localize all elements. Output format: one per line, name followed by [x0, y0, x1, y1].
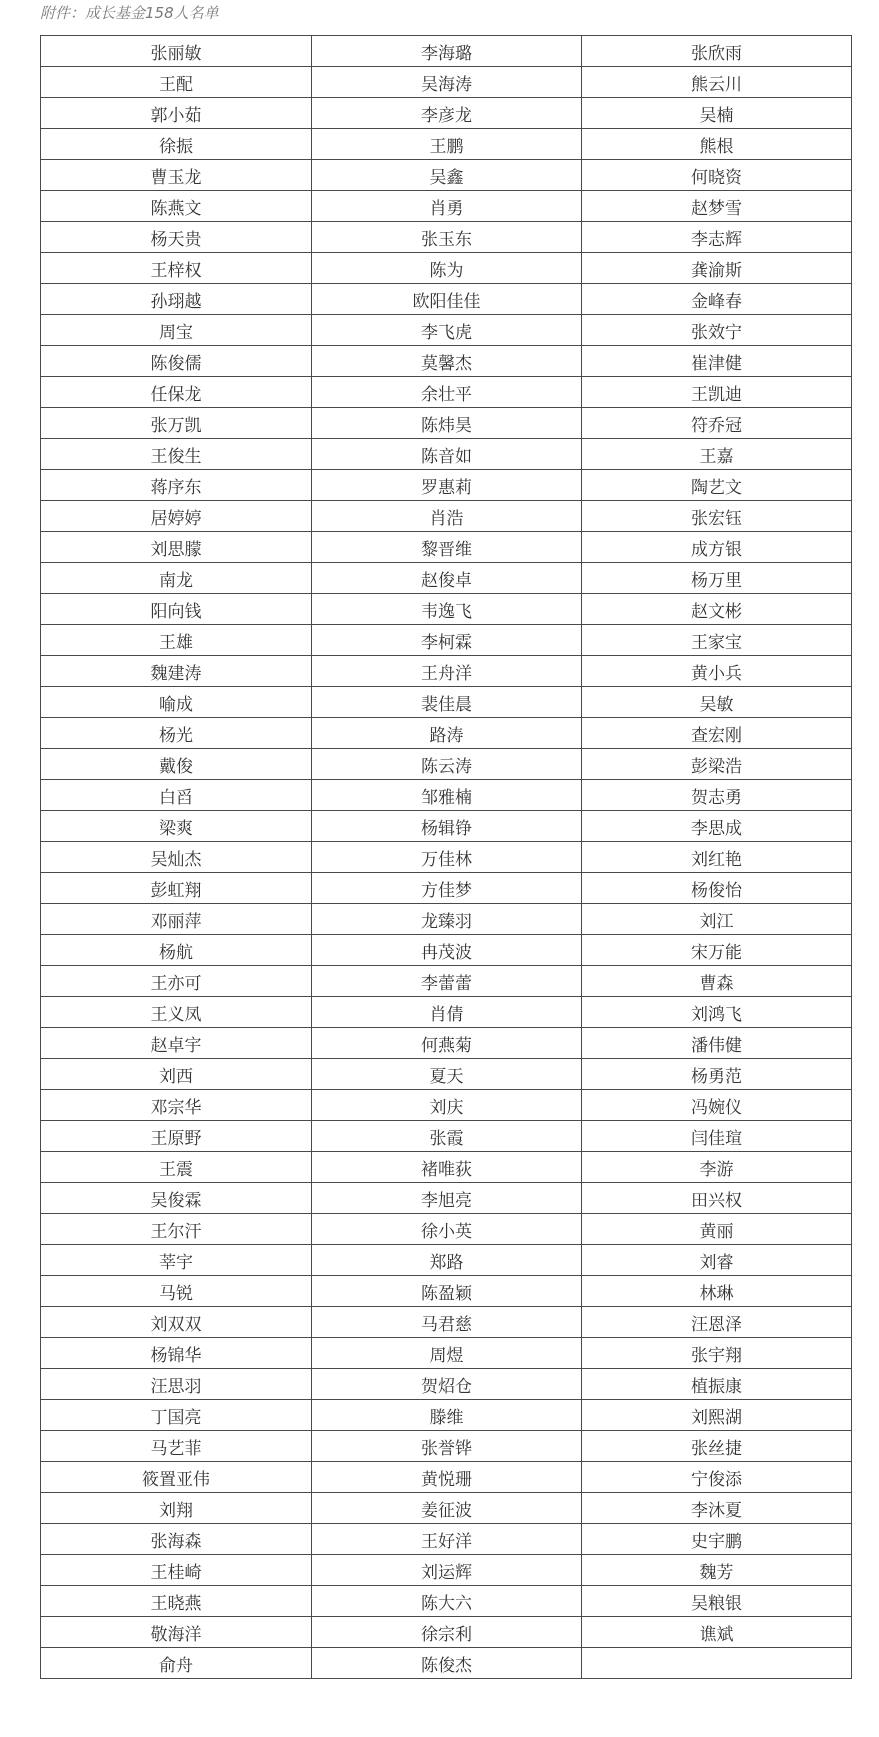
name-cell: 潘伟健: [582, 1028, 852, 1059]
name-cell: 王梓权: [41, 253, 312, 284]
name-cell: 郑路: [312, 1245, 582, 1276]
name-cell: 吴灿杰: [41, 842, 312, 873]
name-cell: 王雄: [41, 625, 312, 656]
name-cell: 冯婉仪: [582, 1090, 852, 1121]
name-cell: 李游: [582, 1152, 852, 1183]
name-cell: 张丝捷: [582, 1431, 852, 1462]
name-cell: 王家宝: [582, 625, 852, 656]
name-cell: 杨光: [41, 718, 312, 749]
table-row: [41, 873, 852, 904]
table-row: [41, 1276, 852, 1307]
table-row: [41, 501, 852, 532]
name-cell: 邓宗华: [41, 1090, 312, 1121]
name-cell: 王鹏: [312, 129, 582, 160]
name-cell: 张宇翔: [582, 1338, 852, 1369]
name-cell: 王桂崎: [41, 1555, 312, 1586]
name-cell: 阳向钱: [41, 594, 312, 625]
name-cell: 龙臻羽: [312, 904, 582, 935]
table-row: [41, 1059, 852, 1090]
name-cell: 余壮平: [312, 377, 582, 408]
name-cell: 王凯迪: [582, 377, 852, 408]
name-cell: 白舀: [41, 780, 312, 811]
name-cell: 崔津健: [582, 346, 852, 377]
name-cell: 吴海涛: [312, 67, 582, 98]
name-cell: 路涛: [312, 718, 582, 749]
table-row: [41, 563, 852, 594]
table-row: [41, 408, 852, 439]
name-cell: 赵卓宇: [41, 1028, 312, 1059]
name-cell: 吴敏: [582, 687, 852, 718]
table-row: [41, 997, 852, 1028]
table-row: [41, 1369, 852, 1400]
name-cell: 彭梁浩: [582, 749, 852, 780]
name-cell: 李海璐: [312, 36, 582, 67]
name-cell: 何晓资: [582, 160, 852, 191]
table-row: [41, 191, 852, 222]
name-cell: 刘睿: [582, 1245, 852, 1276]
table-row: [41, 98, 852, 129]
name-cell: 王震: [41, 1152, 312, 1183]
table-row: [41, 1214, 852, 1245]
name-cell: 方佳梦: [312, 873, 582, 904]
name-cell: 杨万里: [582, 563, 852, 594]
name-cell: 万佳林: [312, 842, 582, 873]
name-cell: 马锐: [41, 1276, 312, 1307]
name-cell: 杨天贵: [41, 222, 312, 253]
name-cell: 夏天: [312, 1059, 582, 1090]
name-cell: 周煜: [312, 1338, 582, 1369]
name-cell: 汪思羽: [41, 1369, 312, 1400]
name-cell: 曹森: [582, 966, 852, 997]
name-cell: 杨俊怡: [582, 873, 852, 904]
name-cell: 王嘉: [582, 439, 852, 470]
name-cell: 吴楠: [582, 98, 852, 129]
table-row: [41, 439, 852, 470]
name-cell: 熊根: [582, 129, 852, 160]
name-cell: 陈音如: [312, 439, 582, 470]
name-cell: 戴俊: [41, 749, 312, 780]
name-cell: 冉茂波: [312, 935, 582, 966]
table-row: [41, 532, 852, 563]
table-row: [41, 129, 852, 160]
name-cell: 徐振: [41, 129, 312, 160]
name-cell: 韦逸飞: [312, 594, 582, 625]
name-cell: 刘运辉: [312, 1555, 582, 1586]
name-cell: 黄悦珊: [312, 1462, 582, 1493]
name-cell: 张誉铧: [312, 1431, 582, 1462]
name-cell: 居婷婷: [41, 501, 312, 532]
table-row: [41, 1617, 852, 1648]
name-cell: 孙珝越: [41, 284, 312, 315]
name-cell: 赵俊卓: [312, 563, 582, 594]
name-cell: 查宏刚: [582, 718, 852, 749]
name-cell: 刘双双: [41, 1307, 312, 1338]
name-cell: 王原野: [41, 1121, 312, 1152]
name-cell: 张霞: [312, 1121, 582, 1152]
table-row: [41, 1338, 852, 1369]
table-row: [41, 718, 852, 749]
name-cell: 宋万能: [582, 935, 852, 966]
name-cell: 贺炤仓: [312, 1369, 582, 1400]
name-cell: 王俊生: [41, 439, 312, 470]
table-row: [41, 1245, 852, 1276]
table-row: [41, 966, 852, 997]
name-cell: 刘西: [41, 1059, 312, 1090]
name-cell: 肖倩: [312, 997, 582, 1028]
table-row: [41, 1152, 852, 1183]
name-cell: 丁国亮: [41, 1400, 312, 1431]
table-row: [41, 1555, 852, 1586]
table-row: [41, 160, 852, 191]
name-cell: 谯斌: [582, 1617, 852, 1648]
name-cell: 周宝: [41, 315, 312, 346]
table-row: [41, 377, 852, 408]
name-cell: 张海森: [41, 1524, 312, 1555]
table-row: [41, 656, 852, 687]
name-cell: 王舟洋: [312, 656, 582, 687]
name-cell: 陶艺文: [582, 470, 852, 501]
name-cell: 姜征波: [312, 1493, 582, 1524]
name-cell: 李蕾蕾: [312, 966, 582, 997]
name-cell: 王好洋: [312, 1524, 582, 1555]
name-cell: 杨勇范: [582, 1059, 852, 1090]
table-row: [41, 1648, 852, 1679]
table-row: [41, 1183, 852, 1214]
name-cell: 魏建涛: [41, 656, 312, 687]
table-row: [41, 1090, 852, 1121]
name-cell: 李旭亮: [312, 1183, 582, 1214]
table-row: [41, 1121, 852, 1152]
table-row: [41, 1586, 852, 1617]
name-cell: 刘红艳: [582, 842, 852, 873]
name-cell: 王尔汗: [41, 1214, 312, 1245]
name-cell: 莫馨杰: [312, 346, 582, 377]
name-cell: 陈炜昊: [312, 408, 582, 439]
name-cell: 陈为: [312, 253, 582, 284]
name-cell: 徐宗利: [312, 1617, 582, 1648]
name-cell: 龚渝斯: [582, 253, 852, 284]
name-cell: 刘思朦: [41, 532, 312, 563]
table-row: [41, 687, 852, 718]
name-cell: 闫佳瑄: [582, 1121, 852, 1152]
name-cell: 李飞虎: [312, 315, 582, 346]
name-cell: 梁爽: [41, 811, 312, 842]
name-cell: 敬海洋: [41, 1617, 312, 1648]
name-cell: 吴粮银: [582, 1586, 852, 1617]
table-row: [41, 1493, 852, 1524]
name-cell: 王亦可: [41, 966, 312, 997]
name-cell: 肖浩: [312, 501, 582, 532]
name-cell: 赵文彬: [582, 594, 852, 625]
name-cell: 王晓燕: [41, 1586, 312, 1617]
name-cell: 张宏钰: [582, 501, 852, 532]
name-cell: 田兴权: [582, 1183, 852, 1214]
name-cell: 马艺菲: [41, 1431, 312, 1462]
table-row: [41, 904, 852, 935]
name-cell: [582, 1648, 852, 1679]
name-cell: 李沐夏: [582, 1493, 852, 1524]
name-cell: 欧阳佳佳: [312, 284, 582, 315]
name-cell: 刘鸿飞: [582, 997, 852, 1028]
table-row: [41, 594, 852, 625]
name-cell: 陈盈颖: [312, 1276, 582, 1307]
table-row: [41, 749, 852, 780]
table-row: [41, 253, 852, 284]
table-row: [41, 67, 852, 98]
name-cell: 吴鑫: [312, 160, 582, 191]
name-cell: 陈云涛: [312, 749, 582, 780]
table-row: [41, 222, 852, 253]
name-cell: 裴佳晨: [312, 687, 582, 718]
name-cell: 吴俊霖: [41, 1183, 312, 1214]
name-cell: 彭虹翔: [41, 873, 312, 904]
name-cell: 杨辑铮: [312, 811, 582, 842]
table-row: [41, 811, 852, 842]
name-cell: 刘江: [582, 904, 852, 935]
name-cell: 张欣雨: [582, 36, 852, 67]
name-cell: 成方银: [582, 532, 852, 563]
name-cell: 黄丽: [582, 1214, 852, 1245]
name-cell: 陈大六: [312, 1586, 582, 1617]
table-row: [41, 1400, 852, 1431]
name-list-body: [41, 36, 852, 1679]
name-cell: 史宇鹏: [582, 1524, 852, 1555]
name-cell: 马君慈: [312, 1307, 582, 1338]
name-cell: 何燕菊: [312, 1028, 582, 1059]
name-cell: 林琳: [582, 1276, 852, 1307]
name-cell: 张效宁: [582, 315, 852, 346]
name-cell: 植振康: [582, 1369, 852, 1400]
name-cell: 宁俊添: [582, 1462, 852, 1493]
table-row: [41, 470, 852, 501]
table-row: [41, 1524, 852, 1555]
name-cell: 曹玉龙: [41, 160, 312, 191]
name-cell: 熊云川: [582, 67, 852, 98]
name-cell: 张玉东: [312, 222, 582, 253]
name-cell: 杨航: [41, 935, 312, 966]
name-list-table: [40, 35, 852, 1679]
name-cell: 郭小茹: [41, 98, 312, 129]
name-cell: 王义凤: [41, 997, 312, 1028]
document-caption: 附件：成长基金158人名单: [40, 4, 219, 22]
name-cell: 汪恩泽: [582, 1307, 852, 1338]
name-cell: 徐小英: [312, 1214, 582, 1245]
name-cell: 陈俊儒: [41, 346, 312, 377]
name-cell: 贺志勇: [582, 780, 852, 811]
name-cell: 褚唯荻: [312, 1152, 582, 1183]
name-cell: 任保龙: [41, 377, 312, 408]
name-cell: 滕维: [312, 1400, 582, 1431]
table-row: [41, 842, 852, 873]
name-cell: 刘熙湖: [582, 1400, 852, 1431]
name-cell: 刘庆: [312, 1090, 582, 1121]
table-row: [41, 1028, 852, 1059]
name-cell: 陈俊杰: [312, 1648, 582, 1679]
name-cell: 黎晋维: [312, 532, 582, 563]
table-row: [41, 625, 852, 656]
name-cell: 金峰春: [582, 284, 852, 315]
name-cell: 喻成: [41, 687, 312, 718]
table-row: [41, 1431, 852, 1462]
name-cell: 张万凯: [41, 408, 312, 439]
name-cell: 筱置亚伟: [41, 1462, 312, 1493]
name-cell: 肖勇: [312, 191, 582, 222]
name-cell: 俞舟: [41, 1648, 312, 1679]
table-row: [41, 315, 852, 346]
table-row: [41, 1307, 852, 1338]
name-cell: 魏芳: [582, 1555, 852, 1586]
name-cell: 张丽敏: [41, 36, 312, 67]
name-cell: 南龙: [41, 563, 312, 594]
table-row: [41, 780, 852, 811]
table-row: [41, 36, 852, 67]
name-cell: 罗惠莉: [312, 470, 582, 501]
name-cell: 杨锦华: [41, 1338, 312, 1369]
name-cell: 李志辉: [582, 222, 852, 253]
name-cell: 符乔冠: [582, 408, 852, 439]
name-cell: 蒋序东: [41, 470, 312, 501]
name-cell: 李柯霖: [312, 625, 582, 656]
name-cell: 黄小兵: [582, 656, 852, 687]
name-cell: 王配: [41, 67, 312, 98]
table-row: [41, 284, 852, 315]
table-row: [41, 346, 852, 377]
name-cell: 莘宇: [41, 1245, 312, 1276]
name-cell: 邹雅楠: [312, 780, 582, 811]
name-cell: 赵梦雪: [582, 191, 852, 222]
name-cell: 邓丽萍: [41, 904, 312, 935]
table-row: [41, 935, 852, 966]
name-cell: 李彦龙: [312, 98, 582, 129]
name-cell: 刘翔: [41, 1493, 312, 1524]
table-row: [41, 1462, 852, 1493]
name-cell: 陈燕文: [41, 191, 312, 222]
name-cell: 李思成: [582, 811, 852, 842]
